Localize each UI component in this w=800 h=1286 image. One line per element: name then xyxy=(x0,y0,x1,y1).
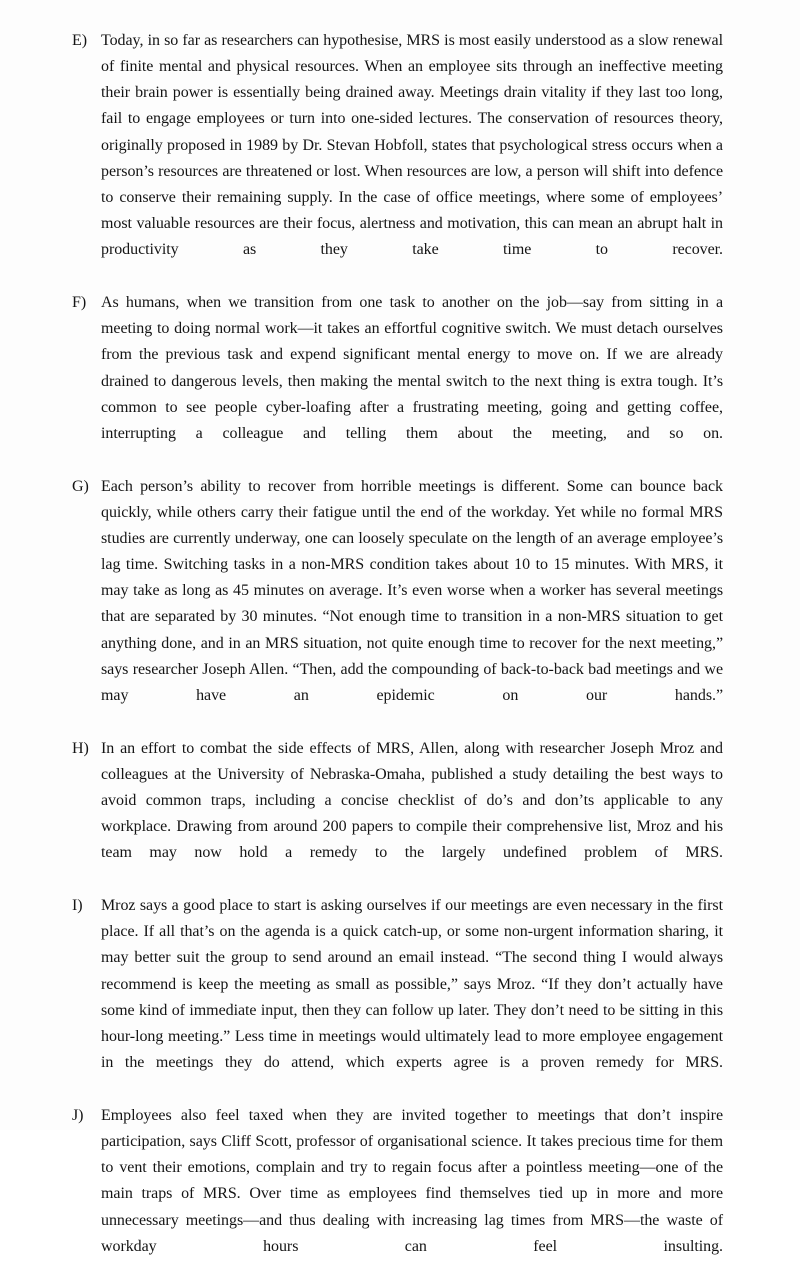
paragraph-label-e: E) xyxy=(72,32,88,49)
paragraph-label-g: G) xyxy=(72,477,89,495)
paragraph-list xyxy=(72,28,723,1286)
paragraph-label-i: I) xyxy=(72,897,83,915)
paragraph-body-h: In an effort to combat the side effects of MRS, Allen, along with researcher Joseph Mroz and colleagues at the University of Nebraska-Omaha, published a study detailing the best ways to avoid common traps, including a concise checklist of do’s and don’ts applicable to any workplace. Drawing from around 200 papers to compile their comprehensive list, Mroz and his team may now hold a remedy to the largely undefined problem of MRS. xyxy=(101,739,723,862)
paragraph-label-j: J) xyxy=(72,1106,84,1124)
paragraph-g xyxy=(72,474,723,736)
paragraph-body-i: Mroz says a good place to start is asking ourselves if our meetings are even necessary in the first place. If all that’s on the agenda is a quick catch-up, or some non-urgent information sharing, it may better suit the group to send around an email instead. “The second thing I would always recommend is keep the meeting as small as possible,” says Mroz. “If they don’t actually have some kind of immediate input, then they can follow up later. They don’t need to be sitting in this hour-long meeting.” Less time in meetings would ultimately lead to more employee engagement in the meetings they do attend, which experts agree is a proven remedy for MRS. xyxy=(101,897,723,1072)
paragraph-body-e: Today, in so far as researchers can hypothesise, MRS is most easily understood as a slow renewal of finite mental and physical resources. When an employee sits through an ineffective meeting their brain power is essentially being drained away. Meetings drain vitality if they last too long, fail to engage employees or turn into one-sided lectures. The conservation of resources theory, originally proposed in 1989 by Dr. Stevan Hobfoll, states that psychological stress occurs when a person’s resources are threatened or lost. When resources are low, a person will shift into defence to conserve their remaining supply. In the case of office meetings, where some of employees’ most valuable resources are their focus, alertness and motivation, this can mean an abrupt halt in productivity as they take time to recover. xyxy=(101,32,723,259)
paragraph-body-f: As humans, when we transition from one task to another on the job—say from sitting in a meeting to doing normal work—it takes an effortful cognitive switch. We must detach ourselves from the previous task and expend significant mental energy to move on. If we are already drained to dangerous levels, then making the mental switch to the next thing is extra tough. It’s common to see people cyber-loafing after a frustrating meeting, going and getting coffee, interrupting a colleague and telling them about the meeting, and so on. xyxy=(101,294,723,442)
paragraph-j xyxy=(72,1103,723,1286)
paragraph-e xyxy=(72,28,723,290)
paragraph-h xyxy=(72,736,723,893)
paragraph-label-h: H) xyxy=(72,739,89,757)
paragraph-body-g: Each person’s ability to recover from horrible meetings is different. Some can bounce back quickly, while others carry their fatigue until the end of the workday. Yet while no formal MRS studies are currently underway, one can loosely speculate on the length of an average employee’s lag time. Switching tasks in a non-MRS condition takes about 10 to 15 minutes. With MRS, it may take as long as 45 minutes on average. It’s even worse when a worker has several meetings that are separated by 30 minutes. “Not enough time to transition in a non-MRS situation to get anything done, and in an MRS situation, not quite enough time to recover for the next meeting,” says researcher Joseph Allen. “Then, add the compounding of back-to-back bad meetings and we may have an epidemic on our hands.” xyxy=(101,477,723,704)
paragraph-i xyxy=(72,893,723,1102)
paragraph-f xyxy=(72,290,723,473)
paragraph-label-f: F) xyxy=(72,294,87,312)
paragraph-body-j: Employees also feel taxed when they are invited together to meetings that don’t inspire participation, says Cliff Scott, professor of organisational science. It takes precious time for them to vent their emotions, complain and try to regain focus after a pointless meeting—one of the main traps of MRS. Over time as employees find themselves tied up in more and more unnecessary meetings—and thus dealing with increasing lag times from MRS—the waste of workday hours can feel insulting. xyxy=(101,1106,723,1255)
